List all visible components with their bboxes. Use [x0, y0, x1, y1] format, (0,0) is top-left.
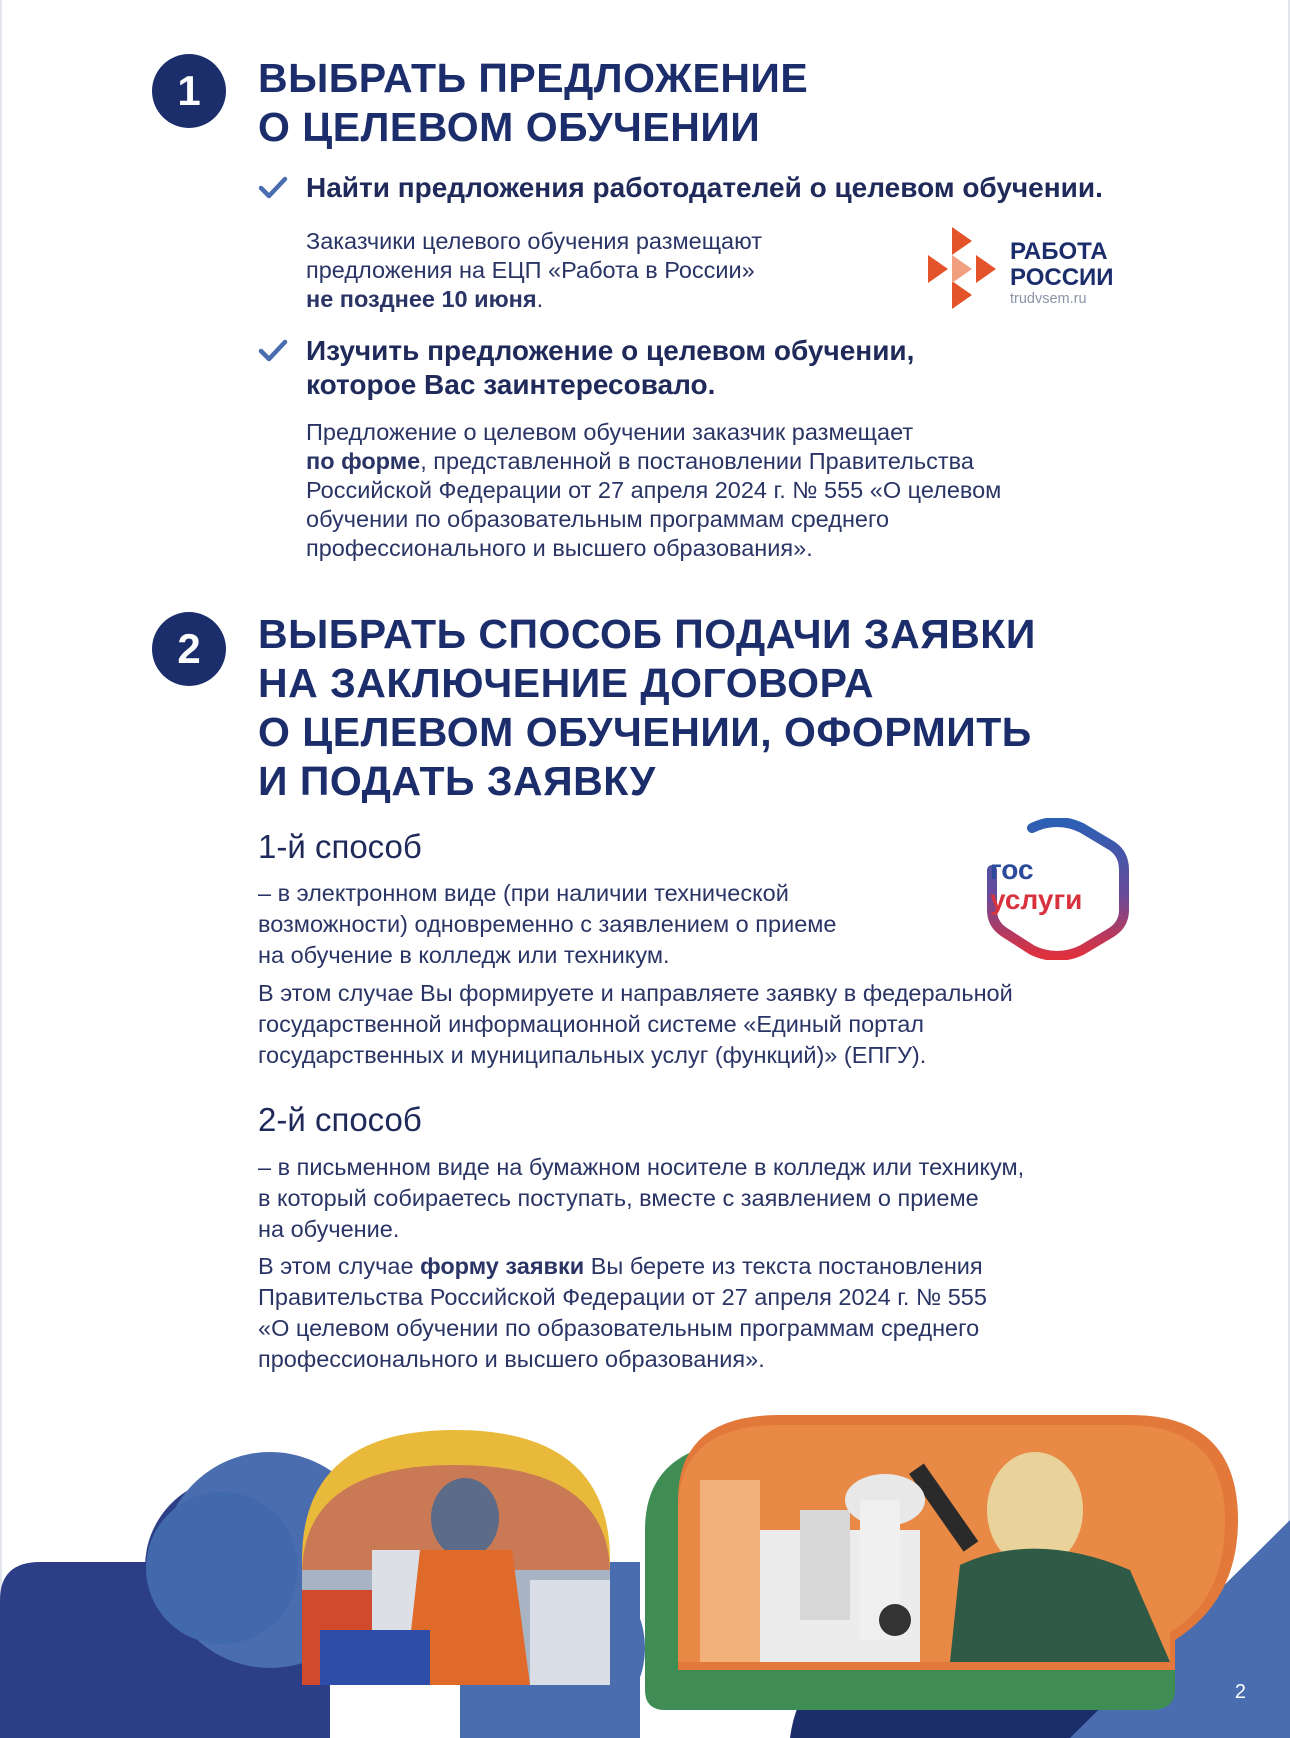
- text-line: государственной информационной системе «Единый портал: [258, 1011, 925, 1037]
- item1-text: [306, 227, 762, 314]
- rabota-logo-line1: РАБОТА: [1010, 238, 1108, 265]
- gosuslugi-line1: гос: [990, 854, 1034, 885]
- text-line: Предложение о целевом обучении заказчик размещает: [306, 419, 914, 445]
- text-tail: .: [536, 286, 544, 312]
- text-line: на обучение.: [258, 1216, 400, 1242]
- text-line: [258, 1251, 987, 1282]
- item2-text: [306, 418, 1001, 563]
- page-number: 2: [1234, 1681, 1246, 1703]
- microscope-photo: [678, 1425, 1225, 1662]
- way2-p1: [258, 1152, 1024, 1245]
- rabota-logo-line2: РОССИИ: [1010, 264, 1114, 291]
- step-number-2: 2: [152, 612, 226, 686]
- text-line: Российской Федерации от 27 апреля 2024 г. № 555 «О целевом: [306, 477, 1002, 503]
- way1-p1: [258, 878, 837, 971]
- text-line: возможности) одновременно с заявлением о приеме: [258, 911, 837, 937]
- text-line: профессионального и высшего образования».: [258, 1346, 765, 1372]
- item2-title: [306, 334, 914, 402]
- way2-p2: [258, 1251, 987, 1375]
- section1-heading-line: О ЦЕЛЕВОМ ОБУЧЕНИИ: [258, 104, 761, 150]
- text-tail: , представленной в постановлении Правительства: [420, 448, 974, 474]
- text-head: В этом случае: [258, 1253, 421, 1279]
- section2-heading-line: О ЦЕЛЕВОМ ОБУЧЕНИИ, ОФОРМИТЬ: [258, 709, 1032, 755]
- section1-heading: [258, 54, 808, 152]
- check-icon: [258, 339, 288, 363]
- rabota-rossii-logo: [926, 225, 1116, 310]
- section1-heading-line: ВЫБРАТЬ ПРЕДЛОЖЕНИЕ: [258, 55, 809, 101]
- section2-heading-line: НА ЗАКЛЮЧЕНИЕ ДОГОВОРА: [258, 660, 874, 706]
- section2-heading-line: ВЫБРАТЬ СПОСОБ ПОДАЧИ ЗАЯВКИ: [258, 611, 1036, 657]
- text-line: Заказчики целевого обучения размещают: [306, 228, 762, 254]
- item1-title: Найти предложения работодателей о целевом обучении.: [306, 172, 1103, 203]
- text-line: на обучение в колледж или техникум.: [258, 942, 670, 968]
- text-tail: Вы берете из текста постановления: [584, 1253, 983, 1279]
- text-line: «О целевом обучении по образовательным программам среднего: [258, 1315, 980, 1341]
- text-line: – в электронном виде (при наличии технической: [258, 880, 789, 906]
- text-line: [306, 447, 1001, 476]
- deadline-text: не позднее 10 июня: [306, 286, 537, 312]
- item2-title-line: Изучить предложение о целевом обучении,: [306, 335, 915, 366]
- text-line: предложения на ЕЦП «Работа в России»: [306, 257, 755, 283]
- way1-p2: [258, 978, 1013, 1071]
- way2-title: 2-й способ: [258, 1101, 422, 1138]
- section2-heading-line: И ПОДАТЬ ЗАЯВКУ: [258, 758, 656, 804]
- text-line: в который собираетесь поступать, вместе с заявлением о приеме: [258, 1185, 979, 1211]
- form-text: по форме: [306, 448, 421, 474]
- bottom-decoration: [0, 1400, 1290, 1738]
- form-zayavki-text: форму заявки: [420, 1253, 585, 1279]
- text-line: профессионального и высшего образования».: [306, 535, 813, 561]
- welder-photo: [302, 1465, 610, 1685]
- way1-title: 1-й способ: [258, 828, 422, 865]
- check-icon: [258, 176, 288, 200]
- step-number-1: 1: [152, 54, 226, 128]
- text-line: Правительства Российской Федерации от 27 апреля 2024 г. № 555: [258, 1284, 987, 1310]
- section2-heading: [258, 610, 1036, 806]
- rabota-rossii-mark-icon: [926, 225, 1006, 310]
- text-line: обучении по образовательным программам среднего: [306, 506, 890, 532]
- gosuslugi-logo: [982, 818, 1132, 960]
- gosuslugi-line2: услуги: [990, 884, 1083, 915]
- text-line: – в письменном виде на бумажном носителе в колледж или техникум,: [258, 1154, 1025, 1180]
- text-line: [306, 285, 762, 314]
- rabota-logo-url: trudvsem.ru: [1010, 291, 1087, 307]
- text-line: государственных и муниципальных услуг (функций)» (ЕПГУ).: [258, 1042, 927, 1068]
- text-line: В этом случае Вы формируете и направляете заявку в федеральной: [258, 980, 1013, 1006]
- item2-title-line: которое Вас заинтересовало.: [306, 369, 716, 400]
